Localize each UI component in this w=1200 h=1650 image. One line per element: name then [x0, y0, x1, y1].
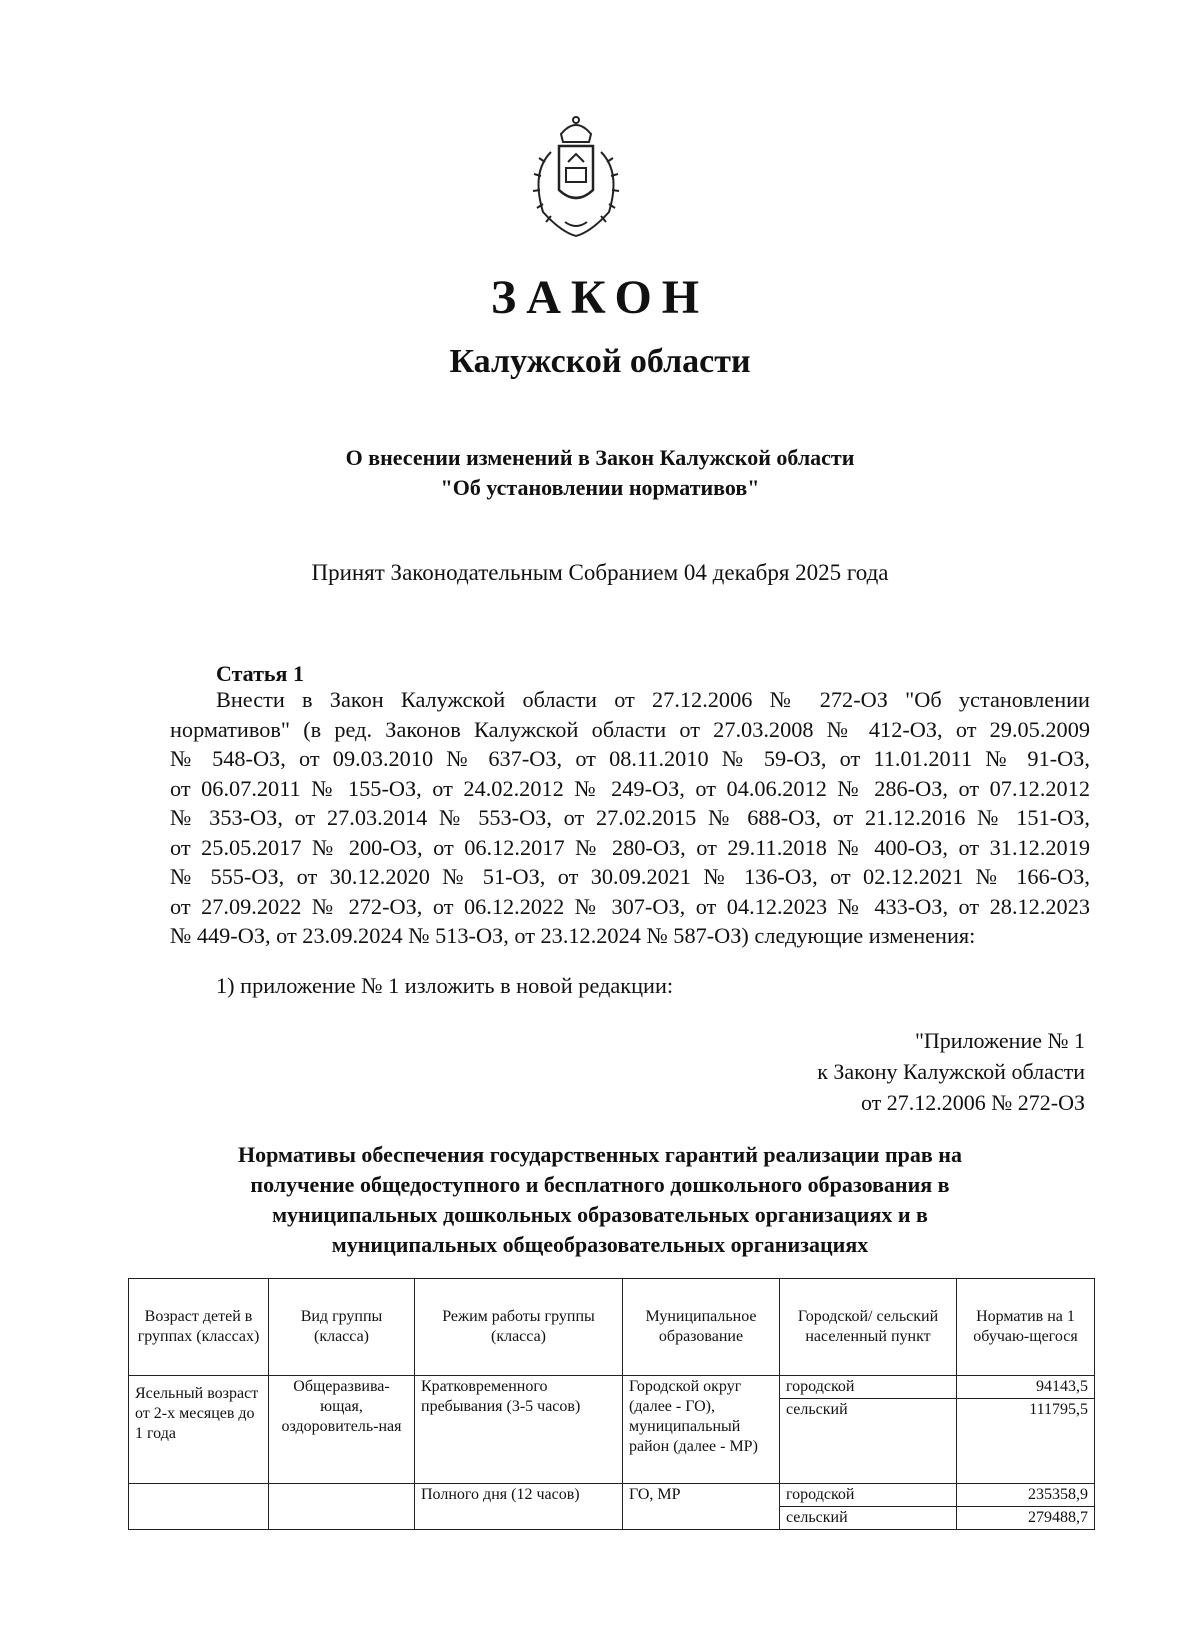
mode-cell: Полного дня (12 часов) [415, 1484, 623, 1530]
settlement-cell: сельский [780, 1399, 957, 1484]
article-line: Внести в Закон Калужской области от 27.12.2006 № 272-ОЗ "Об установлении [216, 687, 1090, 712]
appendix-reference-line: "Приложение № 1 [914, 1028, 1085, 1053]
column-header: Муниципальное образование [623, 1279, 780, 1376]
column-header: Городской/ сельский населенный пункт [780, 1279, 957, 1376]
municipality-cell: ГО, МР [623, 1484, 780, 1530]
settlement-cell: городской [780, 1376, 957, 1399]
norm-value-cell: 279488,7 [957, 1507, 1095, 1530]
kaluga-coat-of-arms-icon [521, 112, 631, 242]
table-header-row [129, 1279, 1095, 1376]
law-subject [0, 443, 1200, 503]
municipality-cell: Городской округ (далее - ГО), муниципальный район (далее - МР) [623, 1376, 780, 1484]
appendix-reference-line: к Закону Калужской области [817, 1059, 1085, 1084]
article-line: № 555-ОЗ, от 30.12.2020 № 51-ОЗ, от 30.09.2021 № 136-ОЗ, от 02.12.2021 № 166-ОЗ, [170, 864, 1090, 889]
norm-value-cell: 94143,5 [957, 1376, 1095, 1399]
norms-table [128, 1278, 1095, 1530]
group-type-cell [269, 1484, 415, 1530]
region-title: Калужской области [449, 343, 751, 380]
article-line: от 25.05.2017 № 200-ОЗ, от 06.12.2017 № 280-ОЗ, от 29.11.2018 № 400-ОЗ, от 31.12.2019 [170, 834, 1090, 860]
column-header: Возраст детей в группах (классах) [129, 1279, 269, 1376]
article-item-1: 1) приложение № 1 изложить в новой редакции: [216, 973, 674, 998]
article-line: от 27.09.2022 № 272-ОЗ, от 06.12.2022 № 307-ОЗ, от 04.12.2023 № 433-ОЗ, от 28.12.2023 [170, 893, 1090, 919]
column-header: Норматив на 1 обучаю-щегося [957, 1279, 1095, 1376]
column-header: Вид группы (класса) [269, 1279, 415, 1376]
table-row [129, 1484, 1095, 1507]
article-body [170, 685, 1090, 951]
settlement-cell: сельский [780, 1507, 957, 1530]
appendix-reference-line: от 27.12.2006 № 272-ОЗ [860, 1090, 1085, 1115]
article-line: № 353-ОЗ, от 27.03.2014 № 553-ОЗ, от 27.02.2015 № 688-ОЗ, от 21.12.2016 № 151-ОЗ, [170, 805, 1090, 830]
norms-title-line: получение общедоступного и бесплатного дошкольного образования в [250, 1172, 950, 1197]
group-type-cell: Общеразвива-ющая, оздоровитель-ная [269, 1376, 415, 1484]
article-line: нормативов" (в ред. Законов Калужской области от 27.03.2008 № 412-ОЗ, от 29.05.2009 [170, 716, 1090, 742]
article-title: Статья 1 [216, 661, 304, 686]
law-subject-line: О внесении изменений в Закон Калужской области [345, 445, 855, 470]
settlement-cell: городской [780, 1484, 957, 1507]
norm-value-cell: 111795,5 [957, 1399, 1095, 1484]
norms-title-line: муниципальных общеобразовательных организациях [331, 1232, 869, 1257]
article-line: № 548-ОЗ, от 09.03.2010 № 637-ОЗ, от 08.11.2010 № 59-ОЗ, от 11.01.2011 № 91-ОЗ, [170, 746, 1090, 771]
table-row [129, 1376, 1095, 1399]
law-title: ЗАКОН [490, 271, 710, 324]
age-cell: Ясельный возраст от 2-х месяцев до 1 года [129, 1376, 269, 1484]
article-line: № 449-ОЗ, от 23.09.2024 № 513-ОЗ, от 23.12.2024 № 587-ОЗ) следующие изменения: [170, 923, 976, 948]
norms-title [0, 1140, 1200, 1260]
column-header: Режим работы группы (класса) [415, 1279, 623, 1376]
article-line: от 06.07.2011 № 155-ОЗ, от 24.02.2012 № 249-ОЗ, от 04.06.2012 № 286-ОЗ, от 07.12.2012 [170, 775, 1090, 801]
norms-title-line: Нормативы обеспечения государственных гарантий реализации прав на [238, 1142, 962, 1167]
norm-value-cell: 235358,9 [957, 1484, 1095, 1507]
adoption-note: Принят Законодательным Собранием 04 декабря 2025 года [311, 560, 889, 585]
mode-cell: Кратковременного пребывания (3-5 часов) [415, 1376, 623, 1484]
appendix-reference [817, 1025, 1085, 1118]
norms-title-line: муниципальных дошкольных образовательных организациях и в [272, 1202, 928, 1227]
law-subject-line: "Об установлении нормативов" [440, 475, 760, 500]
age-cell [129, 1484, 269, 1530]
